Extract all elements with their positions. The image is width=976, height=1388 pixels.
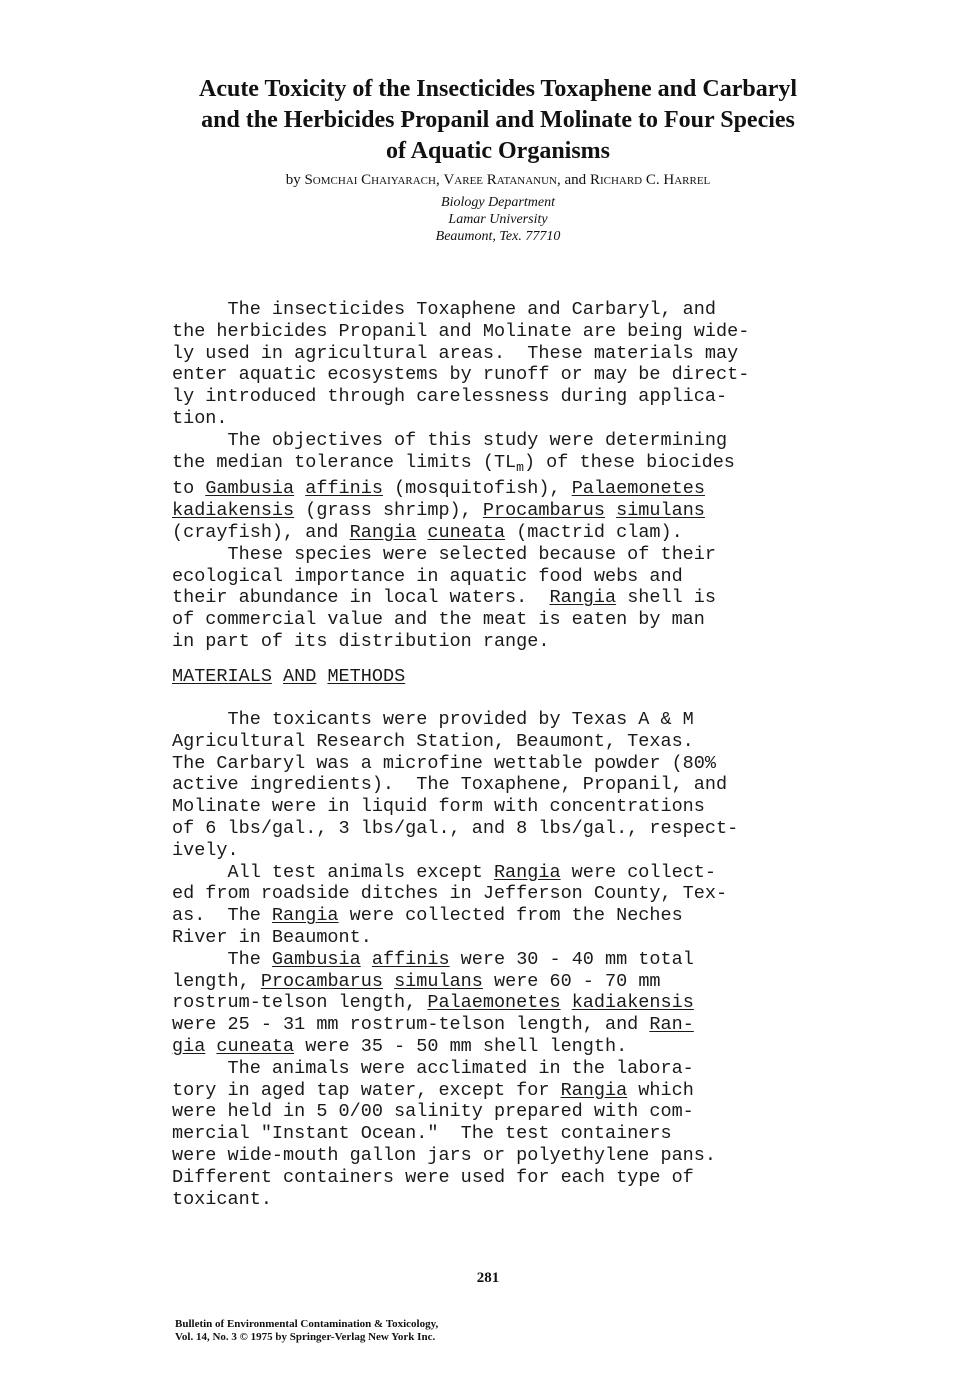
text-run: tory in aged tap water, except for <box>172 1079 561 1101</box>
text-line: were held in 5 0/00 salinity prepared with com- <box>172 1101 694 1123</box>
text-line: of 6 lbs/gal., 3 lbs/gal., and 8 lbs/gal., respect- <box>172 817 739 839</box>
species-genus: gia <box>172 1035 206 1057</box>
text-line: the herbicides Propanil and Molinate are being wide- <box>172 320 750 342</box>
text-line: ively. <box>172 839 239 861</box>
text-line <box>172 500 749 522</box>
text-run: their abundance in local waters. <box>172 587 550 609</box>
text-run: shell is <box>616 587 717 609</box>
species-genus: Rangia <box>560 1079 628 1101</box>
text-run: rostrum-telson length, <box>172 992 428 1014</box>
text-line: The Carbaryl was a microfine wettable powder (80% <box>172 752 716 774</box>
article-title <box>100 74 896 167</box>
methods-text <box>172 709 738 1210</box>
text-run: were 35 - 50 mm shell length. <box>294 1035 628 1057</box>
species-genus: Procambarus <box>482 500 605 522</box>
title-line-1: Acute Toxicity of the Insecticides Toxaphene and Carbaryl <box>198 76 798 102</box>
species-genus: Rangia <box>271 905 339 927</box>
species-genus: Rangia <box>549 587 617 609</box>
author-3: Richard C. Harrel <box>589 172 711 188</box>
text-run: were 60 - 70 mm <box>482 970 661 992</box>
species-genus: Rangia <box>493 861 561 883</box>
species-epithet: affinis <box>305 478 383 500</box>
text-line: of commercial value and the meat is eaten by man <box>172 609 705 631</box>
text-line: in part of its distribution range. <box>172 630 550 652</box>
text-line <box>172 992 738 1014</box>
heading-word: AND <box>283 666 317 687</box>
text-line: Different containers were used for each type of <box>172 1166 694 1188</box>
text-line: mercial "Instant Ocean." The test containers <box>172 1123 672 1145</box>
species-epithet: affinis <box>371 948 450 970</box>
text-run: were collected from the Neches <box>338 905 683 927</box>
text-line <box>172 862 738 884</box>
text-run: were 25 - 31 mm rostrum-telson length, and <box>172 1014 650 1036</box>
text-line: ecological importance in aquatic food webs and <box>172 565 683 587</box>
text-line: were wide-mouth gallon jars or polyethylene pans. <box>172 1144 716 1166</box>
journal-footer <box>175 1318 438 1344</box>
text-run: ) of these biocides <box>523 451 735 473</box>
text-line <box>172 587 749 609</box>
species-genus: Procambarus <box>260 970 383 992</box>
text-run: length, <box>172 970 261 992</box>
text-line: tion. <box>172 407 228 429</box>
text-line <box>172 452 749 479</box>
text-line <box>172 1014 738 1036</box>
text-run: which <box>627 1079 694 1101</box>
section-heading <box>172 666 405 688</box>
heading-word: MATERIALS <box>172 666 272 687</box>
title-line-2: and the Herbicides Propanil and Molinate to Four Species <box>201 107 795 133</box>
byline-sep-1: , <box>435 172 444 188</box>
text-line: ed from roadside ditches in Jefferson County, Tex- <box>172 883 728 905</box>
text-run: All test animals except <box>172 861 494 883</box>
species-epithet: cuneata <box>216 1035 295 1057</box>
species-genus: Rangia <box>349 521 417 543</box>
text-line: These species were selected because of their <box>172 543 716 565</box>
page-number: 281 <box>476 1270 500 1286</box>
byline-sep-2: , and <box>557 172 590 188</box>
affiliation <box>100 194 896 245</box>
text-run: were collect- <box>560 861 717 883</box>
text-run: (mosquitofish), <box>382 478 572 500</box>
species-genus: Gambusia <box>271 948 361 970</box>
intro-text <box>172 299 749 653</box>
text-line: toxicant. <box>172 1188 272 1210</box>
text-line: Molinate were in liquid form with concentrations <box>172 796 705 818</box>
species-genus: Ran- <box>649 1014 694 1036</box>
text-line <box>172 949 738 971</box>
text-line: The objectives of this study were determining <box>172 429 728 451</box>
heading-word: METHODS <box>327 666 406 687</box>
subscript: m <box>516 459 524 475</box>
species-epithet: simulans <box>394 970 483 992</box>
text-run: (crayfish), and <box>172 521 350 543</box>
species-epithet: cuneata <box>427 521 506 543</box>
text-line: active ingredients). The Toxaphene, Propanil, and <box>172 774 728 796</box>
text-line: ly introduced through carelessness during applica- <box>172 386 728 408</box>
text-line <box>172 1080 738 1102</box>
text-run: (grass shrimp), <box>294 500 483 522</box>
species-genus: Gambusia <box>205 478 295 500</box>
footer-line-1: Bulletin of Environmental Contamination & Toxicology, <box>175 1318 439 1330</box>
species-epithet: simulans <box>616 500 705 522</box>
byline-prefix: by <box>285 172 305 188</box>
text-line: enter aquatic ecosystems by runoff or may be direct- <box>172 364 750 386</box>
text-run: to <box>172 478 206 500</box>
text-line <box>172 1036 738 1058</box>
affiliation-line-1: Biology Department <box>441 195 555 210</box>
text-line: Agricultural Research Station, Beaumont, Texas. <box>172 730 694 752</box>
text-run: the median tolerance limits (TL <box>172 451 517 473</box>
title-line-3: of Aquatic Organisms <box>385 138 610 164</box>
text-run: (mactrid clam). <box>505 521 683 543</box>
species-epithet: kadiakensis <box>172 500 295 522</box>
affiliation-line-2: Lamar University <box>448 212 548 227</box>
text-run: The <box>172 948 272 970</box>
author-1: Somchai Chaiyarach <box>304 172 436 188</box>
text-line <box>172 522 749 544</box>
text-line: The animals were acclimated in the labora- <box>172 1057 694 1079</box>
footer-line-2: Vol. 14, No. 3 © 1975 by Springer-Verlag New York Inc. <box>175 1331 436 1343</box>
species-epithet: kadiakensis <box>571 992 694 1014</box>
text-line: The insecticides Toxaphene and Carbaryl, and <box>172 299 716 320</box>
text-line <box>172 971 738 993</box>
text-run: were 30 - 40 mm total <box>449 948 694 970</box>
species-genus: Palaemonetes <box>427 992 561 1014</box>
text-line: ly used in agricultural areas. These materials may <box>172 342 739 364</box>
text-line: River in Beaumont. <box>172 926 372 948</box>
author-byline <box>100 171 896 189</box>
text-run: as. The <box>172 905 272 927</box>
author-2: Varee Ratananun <box>443 172 558 188</box>
text-line: The toxicants were provided by Texas A & M <box>172 709 694 730</box>
text-line <box>172 905 738 927</box>
text-line <box>172 478 749 500</box>
affiliation-line-3: Beaumont, Tex. 77710 <box>435 229 561 244</box>
species-genus: Palaemonetes <box>571 478 705 500</box>
